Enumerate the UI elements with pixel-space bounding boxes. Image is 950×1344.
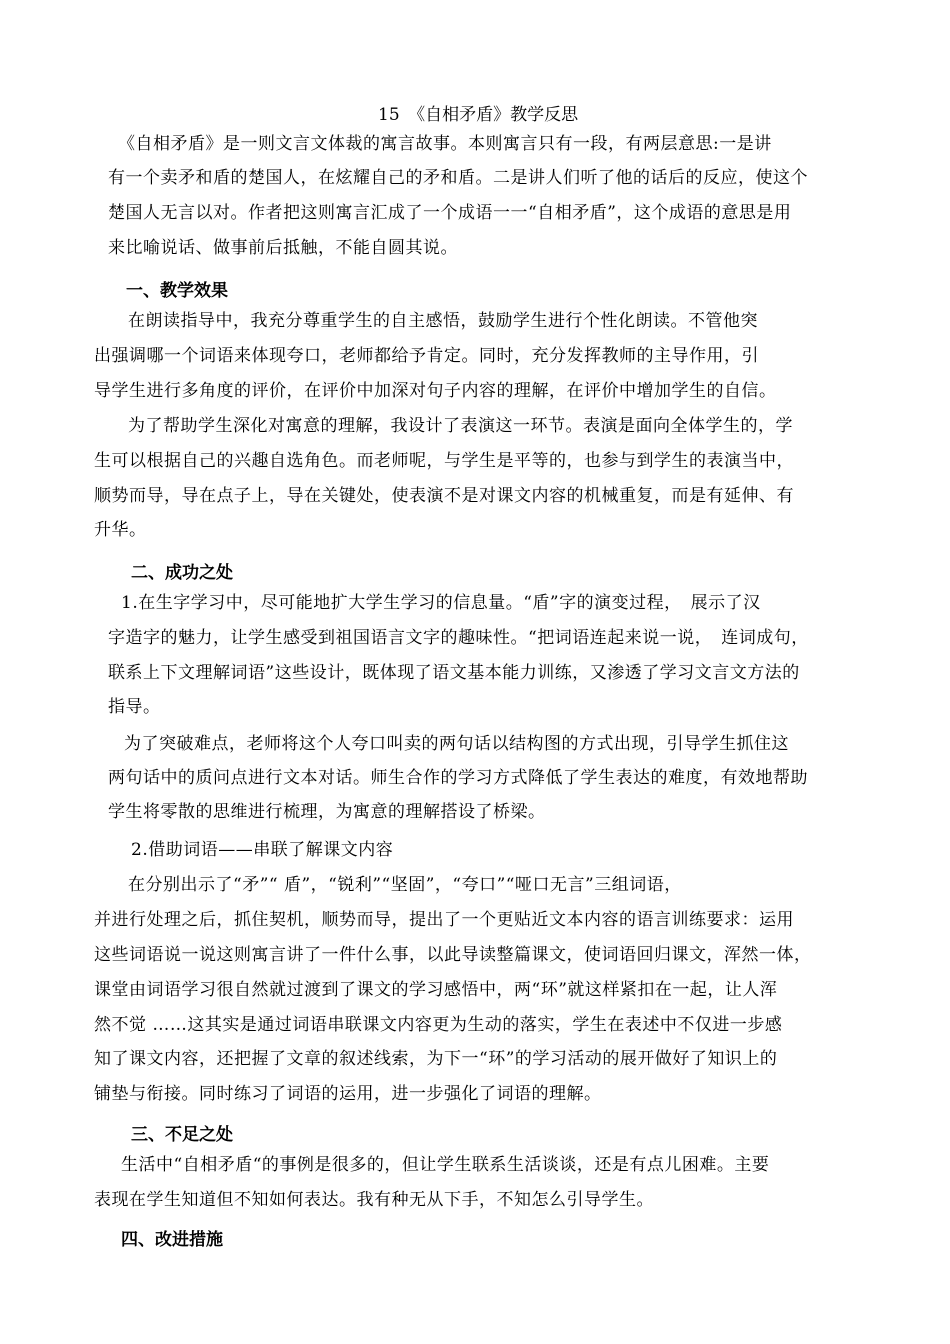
subheading-line: 2.借助词语——串联了解课文内容 bbox=[131, 840, 394, 860]
paragraph-line: 来比喻说话、做事前后抵触，不能自圆其说。 bbox=[108, 238, 458, 258]
paragraph-line: 学生将零散的思维进行梳理，为寓意的理解搭设了桥梁。 bbox=[108, 802, 546, 822]
paragraph-line: 铺垫与衔接。同时练习了词语的运用，进一步强化了词语的理解。 bbox=[94, 1084, 602, 1104]
paragraph-line: 然不觉 ……这其实是通过词语串联课文内容更为生动的落实，学生在表述中不仅进一步感 bbox=[94, 1015, 783, 1035]
paragraph-line: 楚国人无言以对。作者把这则寓言汇成了一个成语一一“自相矛盾”，这个成语的意思是用 bbox=[108, 203, 792, 223]
paragraph-line: 1.在生字学习中，尽可能地扩大学生学习的信息量。“盾”字的演变过程， 展示了汉 bbox=[121, 593, 761, 613]
paragraph-line: 为了帮助学生深化对寓意的理解，我设计了表演这一环节。表演是面向全体学生的，学 bbox=[128, 416, 793, 436]
section-heading: 三、不足之处 bbox=[131, 1125, 233, 1145]
paragraph-line: 知了课文内容，还把握了文章的叙述线索，为下一“环”的学习活动的展开做好了知识上的 bbox=[94, 1049, 778, 1069]
document-title: 15 《自相矛盾》教学反思 bbox=[378, 105, 579, 125]
paragraph-line: 有一个卖矛和盾的楚国人，在炫耀自己的矛和盾。二是讲人们听了他的话后的反应，使这个 bbox=[108, 168, 808, 188]
paragraph-line: 在分别出示了“矛”“ 盾”，“锐利”“坚固”，“夸口”“哑口无言”三组词语， bbox=[128, 875, 682, 895]
paragraph-line: 课堂由词语学习很自然就过渡到了课文的学习感悟中，两“环”就这样紧扣在一起，让人浑 bbox=[94, 980, 778, 1000]
paragraph-line: 顺势而导，导在点子上，导在关键处，使表演不是对课文内容的机械重复，而是有延伸、有 bbox=[94, 486, 794, 506]
paragraph-line: 在朗读指导中，我充分尊重学生的自主感悟，鼓励学生进行个性化朗读。不管他突 bbox=[128, 311, 758, 331]
paragraph-line: 导学生进行多角度的评价，在评价中加深对句子内容的理解，在评价中增加学生的自信。 bbox=[94, 381, 777, 401]
section-heading: 一、教学效果 bbox=[126, 281, 228, 301]
paragraph-line: 为了突破难点，老师将这个人夸口叫卖的两句话以结构图的方式出现，引导学生抓住这 bbox=[124, 734, 789, 754]
paragraph-line: 表现在学生知道但不知如何表达。我有种无从下手，不知怎么引导学生。 bbox=[94, 1190, 654, 1210]
paragraph-line: 出强调哪一个词语来体现夸口，老师都给予肯定。同时，充分发挥教师的主导作用，引 bbox=[94, 346, 759, 366]
paragraph-line: 两句话中的质问点进行文本对话。师生合作的学习方式降低了学生表达的难度，有效地帮助 bbox=[108, 768, 808, 788]
paragraph-line: 生活中“自相矛盾“的事例是很多的，但让学生联系生活谈谈，还是有点儿困难。主要 bbox=[121, 1155, 770, 1175]
section-heading: 四、改进措施 bbox=[121, 1230, 223, 1250]
paragraph-line: 字造字的魅力，让学生感受到祖国语言文字的趣味性。“把词语连起来说一说， 连词成句， bbox=[108, 628, 809, 648]
paragraph-line: 联系上下文理解词语”这些设计，既体现了语文基本能力训练，又渗透了学习文言文方法的 bbox=[108, 663, 800, 683]
paragraph-line: 这些词语说一说这则寓言讲了一件什么事，以此导读整篇课文，使词语回归课文，浑然一体， bbox=[94, 945, 812, 965]
paragraph-line: 升华。 bbox=[94, 520, 147, 540]
paragraph-line: 生可以根据自己的兴趣自选角色。而老师呢，与学生是平等的，也参与到学生的表演当中， bbox=[94, 451, 794, 471]
paragraph-line: 《自相矛盾》是一则文言文体裁的寓言故事。本则寓言只有一段，有两层意思:一是讲 bbox=[118, 134, 772, 154]
paragraph-line: 并进行处理之后，抓住契机，顺势而导，提出了一个更贴近文本内容的语言训练要求：运用 bbox=[94, 910, 794, 930]
paragraph-line: 指导。 bbox=[108, 697, 161, 717]
section-heading: 二、成功之处 bbox=[131, 563, 233, 583]
